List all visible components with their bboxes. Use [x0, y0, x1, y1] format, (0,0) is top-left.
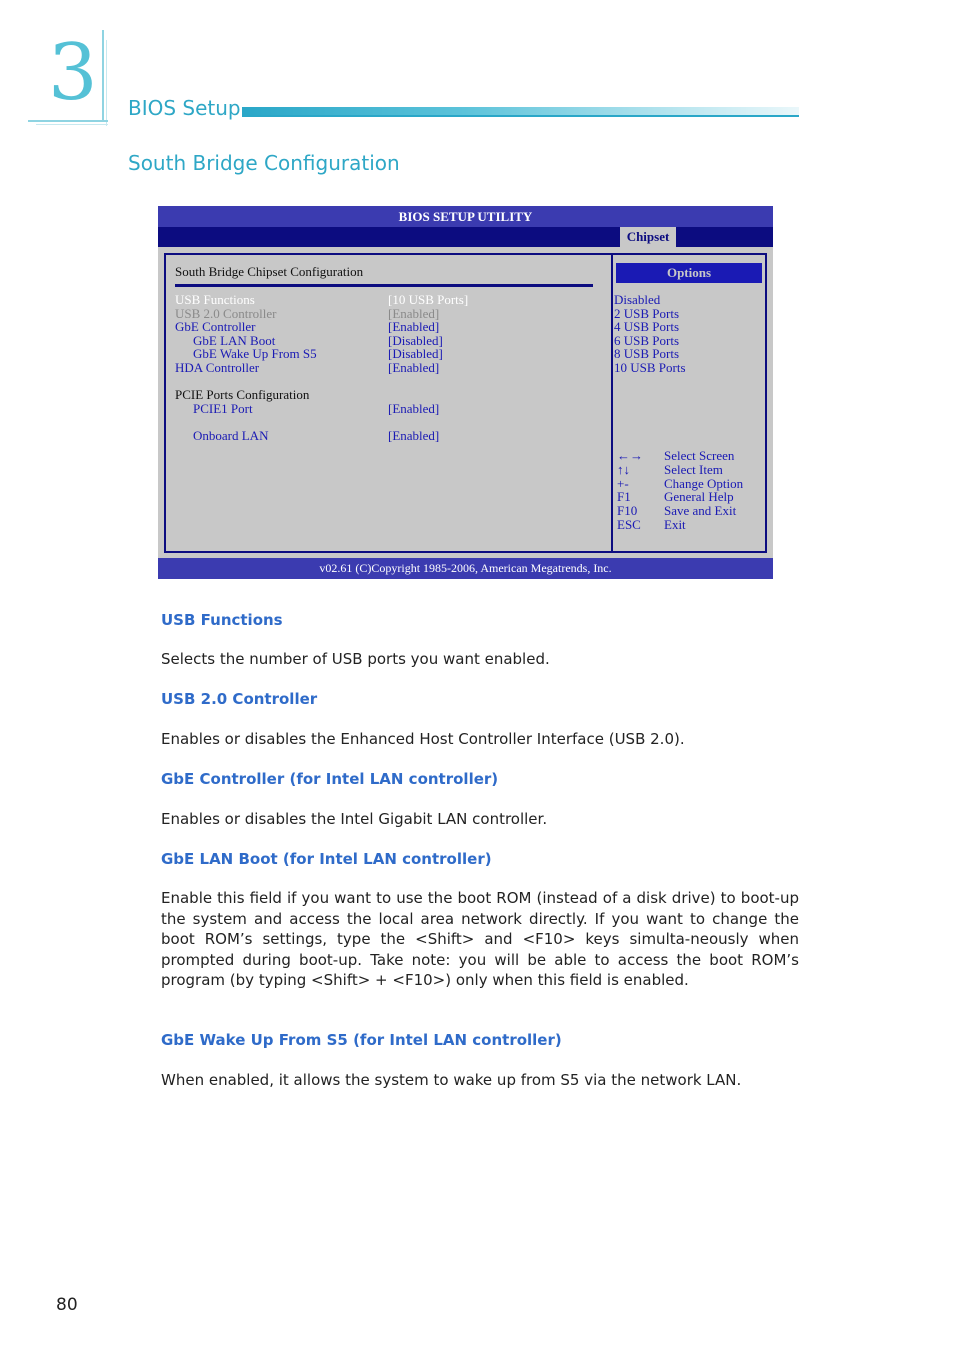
- heading-gbe-controller: GbE Controller (for Intel LAN controller): [161, 770, 499, 788]
- bios-body: [158, 247, 773, 558]
- paragraph-gbe-wake-up: When enabled, it allows the system to wake up from S5 via the network LAN.: [161, 1071, 742, 1089]
- bios-header: BIOS SETUP UTILITY: [398, 209, 533, 224]
- bios-panel-underline: [175, 284, 593, 287]
- setting-label: GbE LAN Boot: [193, 332, 276, 348]
- setting-value: [10 USB Ports]: [388, 292, 469, 307]
- chapter-title: BIOS Setup: [128, 96, 241, 120]
- chapter-header-bar-line: [242, 115, 799, 117]
- key-description: Save and Exit: [664, 502, 737, 518]
- bios-footer: v02.61 (C)Copyright 1985-2006, American Megatrends, Inc.: [319, 561, 612, 575]
- setting-label: PCIE1 Port: [193, 400, 253, 416]
- bios-tab-bar: [158, 227, 773, 247]
- key-description: General Help: [664, 489, 734, 504]
- left-right-arrow-icon: ←→: [617, 448, 643, 463]
- option-item[interactable]: 2 USB Ports: [614, 305, 680, 321]
- setting-label: USB 2.0 Controller: [175, 305, 277, 321]
- setting-label: USB Functions: [175, 292, 255, 307]
- f1-key: F1: [617, 489, 631, 504]
- key-description: Select Screen: [664, 448, 735, 463]
- plus-minus-key: +-: [617, 475, 629, 491]
- chapter-decoration: [36, 124, 108, 125]
- option-item[interactable]: 6 USB Ports: [614, 332, 680, 348]
- key-description: Exit: [664, 516, 686, 532]
- setting-value: [Enabled]: [388, 359, 440, 375]
- setting-value: [Enabled]: [388, 319, 440, 334]
- paragraph-gbe-lan-boot: Enable this field if you want to use the boot ROM (instead of a disk drive) to boot-up the system and access the local area network directly. If you want to change the boot ROM’s settings, type the <Shift> and <F10> keys simulta-neously when prompted during boot-up. Take note: you will be able to access the boot ROM’s program (by typing <Shift> + <F10>) only when this field is enabled.: [161, 889, 799, 989]
- setting-label: GbE Controller: [175, 319, 256, 334]
- bios-panel-divider: [611, 255, 613, 551]
- setting-value: [Enabled]: [388, 400, 440, 416]
- option-item[interactable]: 8 USB Ports: [614, 346, 680, 361]
- setting-label: Onboard LAN: [193, 427, 269, 443]
- up-down-arrow-icon: ↑↓: [617, 461, 630, 477]
- setting-label: GbE Wake Up From S5: [193, 346, 317, 361]
- options-header: Options: [616, 263, 762, 283]
- page-number: 80: [56, 1295, 78, 1315]
- section-title: South Bridge Configuration: [128, 151, 400, 175]
- heading-usb2-controller: USB 2.0 Controller: [161, 690, 318, 708]
- chapter-decoration: [106, 40, 107, 126]
- setting-label: PCIE Ports Configuration: [175, 387, 310, 402]
- key-description: Change Option: [664, 475, 744, 491]
- option-item[interactable]: 10 USB Ports: [614, 359, 686, 375]
- bios-screen: [158, 206, 773, 579]
- f10-key: F10: [617, 502, 638, 518]
- option-item[interactable]: 4 USB Ports: [614, 319, 680, 334]
- paragraph-usb2-controller: Enables or disables the Enhanced Host Controller Interface (USB 2.0).: [161, 730, 685, 748]
- bios-frame: [164, 253, 767, 553]
- bios-panel-title: South Bridge Chipset Configuration: [175, 264, 364, 279]
- setting-value: [Disabled]: [388, 346, 443, 361]
- tab-chipset[interactable]: Chipset: [620, 227, 676, 247]
- esc-key: ESC: [617, 516, 641, 532]
- chapter-decoration: [102, 30, 104, 122]
- setting-value: [Disabled]: [388, 332, 443, 348]
- paragraph-usb-functions: Selects the number of USB ports you want enabled.: [161, 650, 550, 668]
- key-description: Select Item: [664, 461, 723, 477]
- setting-label: HDA Controller: [175, 359, 260, 375]
- chapter-decoration: [28, 120, 108, 122]
- setting-value: [Enabled]: [388, 305, 440, 321]
- heading-gbe-wake-up: GbE Wake Up From S5 (for Intel LAN controller): [161, 1031, 562, 1049]
- option-item[interactable]: Disabled: [614, 292, 661, 307]
- setting-value: [Enabled]: [388, 427, 440, 443]
- paragraph-gbe-controller: Enables or disables the Intel Gigabit LAN controller.: [161, 810, 548, 828]
- heading-gbe-lan-boot: GbE LAN Boot (for Intel LAN controller): [161, 850, 492, 868]
- heading-usb-functions: USB Functions: [161, 611, 283, 629]
- chapter-number: 3: [48, 28, 98, 118]
